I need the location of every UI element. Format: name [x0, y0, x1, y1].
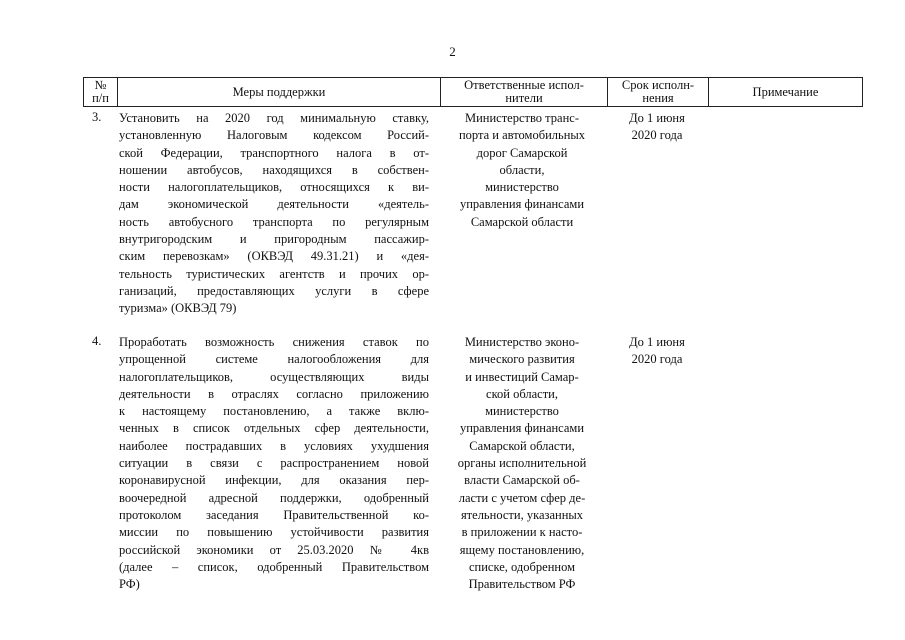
measure-line: Проработать возможность снижения ставок по [119, 335, 429, 349]
header-responsible-line: Ответственные испол- [464, 78, 584, 92]
responsible-line: Самарской области, [469, 438, 575, 453]
term-text [612, 334, 702, 369]
responsible-line: списке, одобренном [469, 559, 575, 574]
measure-line: ности налогоплательщиков, относящихся к ви- [119, 180, 429, 195]
row-number: 3. [92, 110, 102, 124]
measure-line: ченных в список отдельных сфер деятельности, [119, 421, 429, 436]
responsible-text [437, 334, 607, 593]
measure-line: ганизаций, предоставляющих услуги в сфере [119, 283, 429, 298]
responsible-line: в приложении к насто- [461, 525, 583, 540]
responsible-line: управления финансами [459, 197, 585, 212]
measure-line: тельность туристических агентств и прочих ор- [119, 266, 429, 281]
responsible-line: Самарской области [470, 214, 574, 229]
responsible-line: мического развития [469, 352, 575, 367]
measure-text [119, 334, 429, 593]
responsible-line: министерство [485, 404, 559, 419]
measure-line: ским перевозкам» (ОКВЭД 49.31.21) и «дея- [119, 249, 429, 264]
responsible-line: органы исполнительной [457, 456, 587, 471]
measure-line: воочередной адресной поддержки, одобренный [119, 490, 429, 505]
responsible-line: области, [499, 162, 545, 177]
measure-line: Установить на 2020 год минимальную ставку, [119, 111, 429, 125]
responsible-line: и инвестиций Самар- [465, 369, 579, 384]
term-line: 2020 года [631, 128, 683, 143]
measure-line: российской экономики от 25.03.2020 № 4кв [119, 542, 429, 557]
measure-line: наиболее пострадавших в условиях ухудшения [119, 438, 429, 453]
responsible-text [437, 110, 607, 231]
measure-line: к настоящему постановлению, а также вклю- [119, 404, 429, 419]
measure-line: упрощенной системе налогообложения для [119, 352, 429, 367]
responsible-line: управления финансами [459, 421, 585, 436]
responsible-line: министерство [485, 180, 559, 195]
measure-line: ность автобусного транспорта по регулярным [119, 214, 429, 229]
responsible-line: Министерство эконо- [464, 335, 580, 349]
header-number [84, 78, 118, 106]
responsible-line: Министерство транс- [464, 111, 579, 125]
measure-line: ношении автобусов, находящихся в собствен- [119, 162, 429, 177]
measure-line: установленную Налоговым кодексом Россий- [119, 128, 429, 143]
header-note-line: Примечание [752, 84, 819, 99]
table-header [83, 77, 863, 107]
term-text [612, 110, 702, 145]
header-term-line: нения [642, 91, 674, 105]
measure-line: (далее – список, одобренный Правительством [119, 559, 429, 574]
measure-line: протоколом заседания Правительственной ко- [119, 507, 429, 522]
header-responsible [441, 78, 608, 106]
page-number: 2 [449, 44, 456, 59]
responsible-line: ской области, [486, 386, 558, 401]
measure-line: дам экономической деятельности «деятель- [119, 197, 429, 212]
measure-line: РФ) [119, 577, 140, 592]
measure-line: миссии по повышению устойчивости развития [119, 525, 429, 540]
term-line: До 1 июня [629, 335, 685, 349]
measure-line: внутригородским и пригородным пассажир- [119, 232, 429, 247]
measure-line: ситуации в связи с распространением новой [119, 456, 429, 471]
measure-line: коронавирусной инфекции, для оказания пер- [119, 473, 429, 488]
header-responsible-line: нители [505, 91, 543, 105]
term-line: 2020 года [631, 352, 683, 367]
measure-line: деятельности в отраслях согласно приложению [119, 386, 429, 401]
header-note [709, 78, 862, 106]
header-number-line: п/п [92, 91, 109, 105]
header-term-line: Срок исполн- [621, 78, 695, 92]
row-number: 4. [92, 334, 102, 348]
header-term [608, 78, 709, 106]
measure-line: туризма» (ОКВЭД 79) [119, 301, 237, 316]
responsible-line: дорог Самарской [476, 145, 568, 160]
responsible-line: ящему постановлению, [459, 542, 585, 557]
header-measures-line: Меры поддержки [232, 84, 326, 99]
measure-line: налогоплательщиков, осуществляющих виды [119, 369, 429, 384]
header-measures [118, 78, 441, 106]
responsible-line: власти Самарской об- [464, 473, 580, 488]
measure-text [119, 110, 429, 318]
responsible-line: ласти с учетом сфер де- [458, 490, 586, 505]
responsible-line: Правительством РФ [468, 577, 576, 592]
term-line: До 1 июня [629, 111, 685, 125]
measure-line: ской Федерации, транспортного налога в от- [119, 145, 429, 160]
header-number-line: № [94, 78, 107, 92]
responsible-line: порта и автомобильных [458, 128, 586, 143]
responsible-line: ятельности, указанных [460, 507, 584, 522]
